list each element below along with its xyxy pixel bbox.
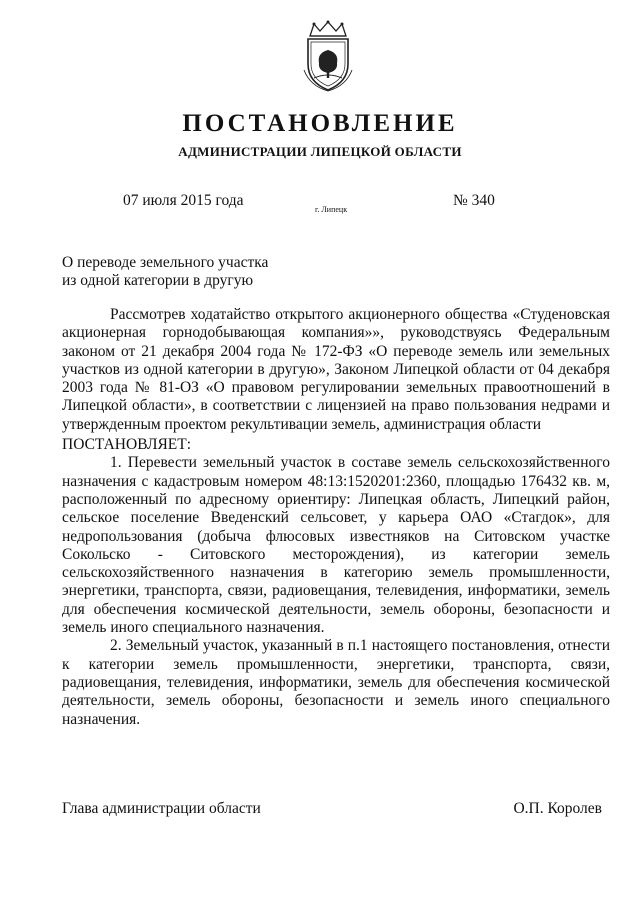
item-2-paragraph: 2. Земельный участок, указанный в п.1 настоящего постановления, отнести к категории земель промышленности, энергетики, транспорта, связи, радиовещания, телевидения, информатики, земель для обеспечения космической деятельности, земель обороны, безопасности и земель иного специального назначения. — [62, 637, 610, 728]
document-subject — [62, 254, 268, 290]
document-title: ПОСТАНОВЛЕНИЕ — [182, 110, 458, 137]
document-body — [62, 306, 610, 729]
signature-position: Глава администрации области — [62, 800, 261, 817]
resolves-heading: ПОСТАНОВЛЯЕТ: — [62, 436, 192, 454]
signature-name: О.П. Королев — [513, 800, 602, 817]
item-1-paragraph: 1. Перевести земельный участок в составе земель сельскохозяйственного назначения с кадастровым номером 48:13:1520201:2360, площадью 176432 кв. м, расположенный по адресному ориентиру: Липецкая область, Липецкий район, сельское поселение Введенский сельсовет, у карьера ОАО «Стагдок», для недропользования (добыча флюсовых известняков на Ситовском участке Сокольско - Ситовского месторождения), из категории земель сельскохозяйственного назначения в категорию земель промышленности, энергетики, транспорта, связи, радиовещания, телевидения, информатики, земель для обеспечения космической деятельности, земель обороны, безопасности и земель иного специального назначения. — [62, 454, 610, 637]
subject-line-2: из одной категории в другую — [62, 272, 254, 289]
document-number: № 340 — [453, 192, 495, 209]
subject-line-1: О переводе земельного участка — [62, 254, 269, 271]
document-city: г. Липецк — [315, 205, 348, 214]
coat-of-arms-icon — [300, 20, 356, 92]
document-date: 07 июля 2015 года — [123, 192, 244, 209]
document-subtitle: АДМИНИСТРАЦИИ ЛИПЕЦКОЙ ОБЛАСТИ — [178, 144, 462, 159]
preamble-paragraph: Рассмотрев ходатайство открытого акционерного общества «Студеновская акционерная горнодобывающая компания»», руководствуясь Федеральным законом от 21 декабря 2004 года № 172-ФЗ «О переводе земель или земельных участков из одной категории в другую», Законом Липецкой области от 04 декабря 2003 года № 81-ОЗ «О правовом регулировании земельных правоотношений в Липецкой области», в соответствии с лицензией на право пользования недрами и утвержденным проектом рекультивации земель, администрация области — [62, 306, 610, 433]
